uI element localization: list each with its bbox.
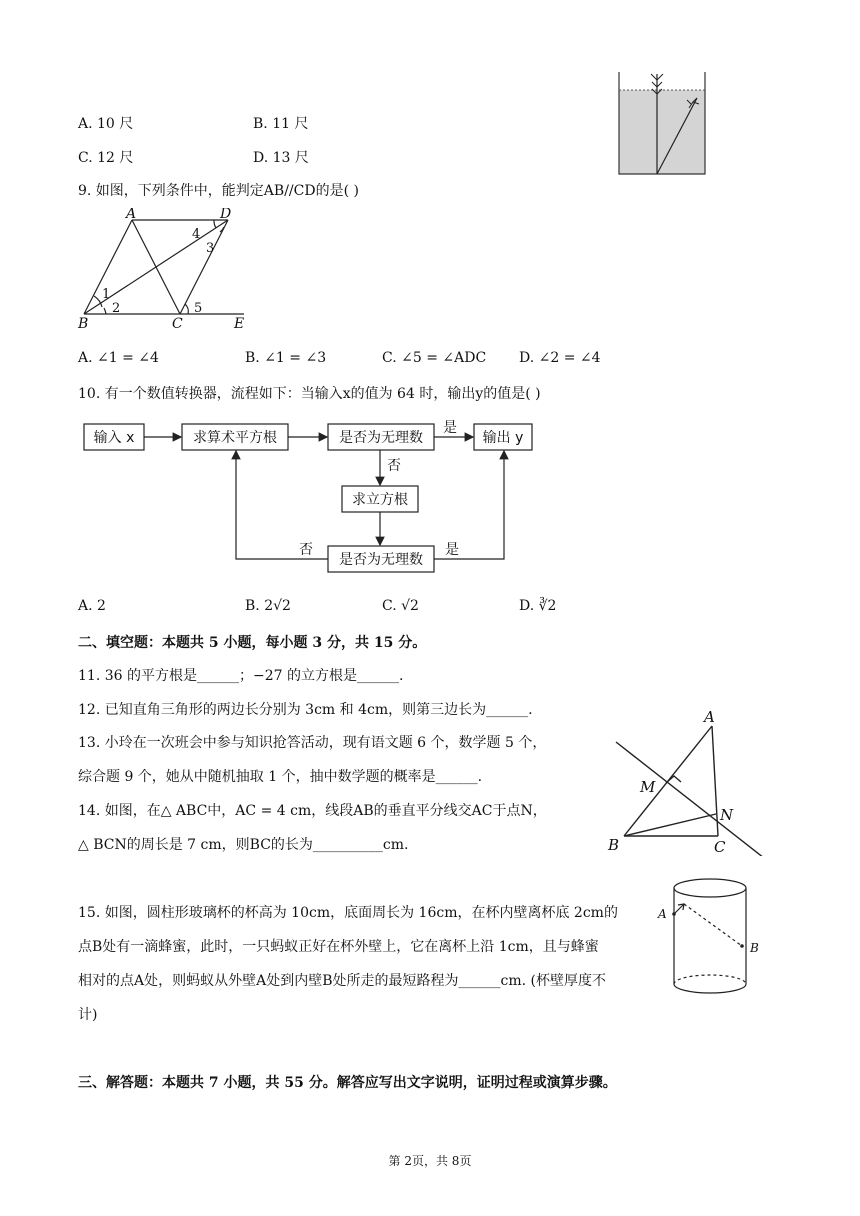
flow-cbrt-box: 求立方根 [352, 492, 408, 508]
q15-line1: 15. 如图，圆柱形玻璃杯的杯高为 10cm，底面周长为 16cm，在杯内壁离杯底 2cm的 [78, 905, 618, 921]
q15-line3: 相对的点A处，则蚂蚁从外壁A处到内壁B处所走的最短路程为______cm. (杯壁厚度不 [78, 973, 606, 989]
q8-water-reed-figure [615, 70, 709, 176]
q9-option-c: C. ∠5 = ∠ADC [382, 350, 487, 366]
q11-text: 11. 36 的平方根是______；−27 的立方根是______. [78, 668, 404, 684]
q9-angle-5: 5 [194, 301, 203, 316]
q12-text: 12. 已知直角三角形的两边长分别为 3cm 和 4cm，则第三边长为______. [78, 702, 533, 718]
q8-option-d: D. 13 尺 [253, 150, 309, 166]
section-2-heading: 二、填空题：本题共 5 小题，每小题 3 分，共 15 分。 [78, 635, 427, 651]
q10-option-c: C. √2 [382, 598, 419, 614]
flow-check2-box: 是否为无理数 [339, 552, 423, 568]
q14-line2: △ BCN的周长是 7 cm，则BC的长为__________cm. [78, 837, 409, 853]
q10-option-d: D. ∛2 [519, 598, 557, 614]
section-3-heading: 三、解答题：本题共 7 小题，共 55 分。解答应写出文字说明，证明过程或演算步骤。 [78, 1075, 617, 1091]
q9-stem: 9. 如图，下列条件中，能判定AB//CD的是( ) [78, 183, 359, 199]
q13-line2: 综合题 9 个，她从中随机抽取 1 个，抽中数学题的概率是______. [78, 769, 483, 785]
q15-label-A: A [658, 907, 667, 921]
q14-triangle-figure [604, 706, 768, 856]
q14-label-B: B [608, 836, 620, 854]
flow-input-box: 输入 x [93, 430, 135, 446]
q14-label-M: M [640, 778, 656, 796]
q9-angle-1: 1 [102, 287, 111, 302]
q10-option-b: B. 2√2 [245, 598, 291, 614]
flow-check1-box: 是否为无理数 [339, 430, 423, 446]
q9-angle-4: 4 [192, 227, 201, 242]
q13-line1: 13. 小玲在一次班会中参与知识抢答活动，现有语文题 6 个，数学题 5 个， [78, 735, 547, 751]
flow-yes1-label: 是 [443, 420, 457, 436]
q9-label-E: E [234, 316, 245, 332]
q9-option-d: D. ∠2 = ∠4 [519, 350, 601, 366]
q9-label-A: A [126, 208, 137, 222]
flow-no2-label: 否 [299, 542, 313, 558]
q10-flowchart [78, 414, 538, 580]
q8-option-a: A. 10 尺 [78, 116, 134, 132]
q15-cylinder-figure [656, 874, 766, 1000]
q9-option-a: A. ∠1 = ∠4 [78, 350, 159, 366]
q15-label-B: B [750, 941, 759, 955]
q14-label-A: A [704, 708, 715, 726]
q9-angle-2: 2 [112, 301, 121, 316]
q9-angle-3: 3 [206, 241, 215, 256]
q9-label-D: D [220, 208, 232, 222]
q9-option-b: B. ∠1 = ∠3 [245, 350, 327, 366]
q9-parallelogram-figure [74, 208, 254, 334]
flow-yes2-label: 是 [445, 542, 459, 558]
flow-output-box: 输出 y [482, 430, 524, 446]
q10-stem: 10. 有一个数值转换器，流程如下：当输入x的值为 64 时，输出y的值是( ) [78, 386, 541, 402]
q14-label-C: C [714, 838, 726, 856]
q9-label-C: C [172, 316, 183, 332]
flow-sqrt-box: 求算术平方根 [193, 430, 277, 446]
q14-label-N: N [720, 806, 734, 824]
flow-no1-label: 否 [387, 458, 401, 474]
q15-line2: 点B处有一滴蜂蜜，此时，一只蚂蚁正好在杯外壁上，它在离杯上沿 1cm，且与蜂蜜 [78, 939, 599, 955]
q9-label-B: B [78, 316, 89, 332]
q14-line1: 14. 如图，在△ ABC中，AC = 4 cm，线段AB的垂直平分线交AC于点N， [78, 803, 547, 819]
page-footer: 第 2页，共 8页 [388, 1154, 472, 1168]
q10-option-a: A. 2 [78, 598, 106, 614]
q8-option-b: B. 11 尺 [253, 116, 309, 132]
q15-line4: 计) [78, 1007, 98, 1023]
q8-option-c: C. 12 尺 [78, 150, 134, 166]
